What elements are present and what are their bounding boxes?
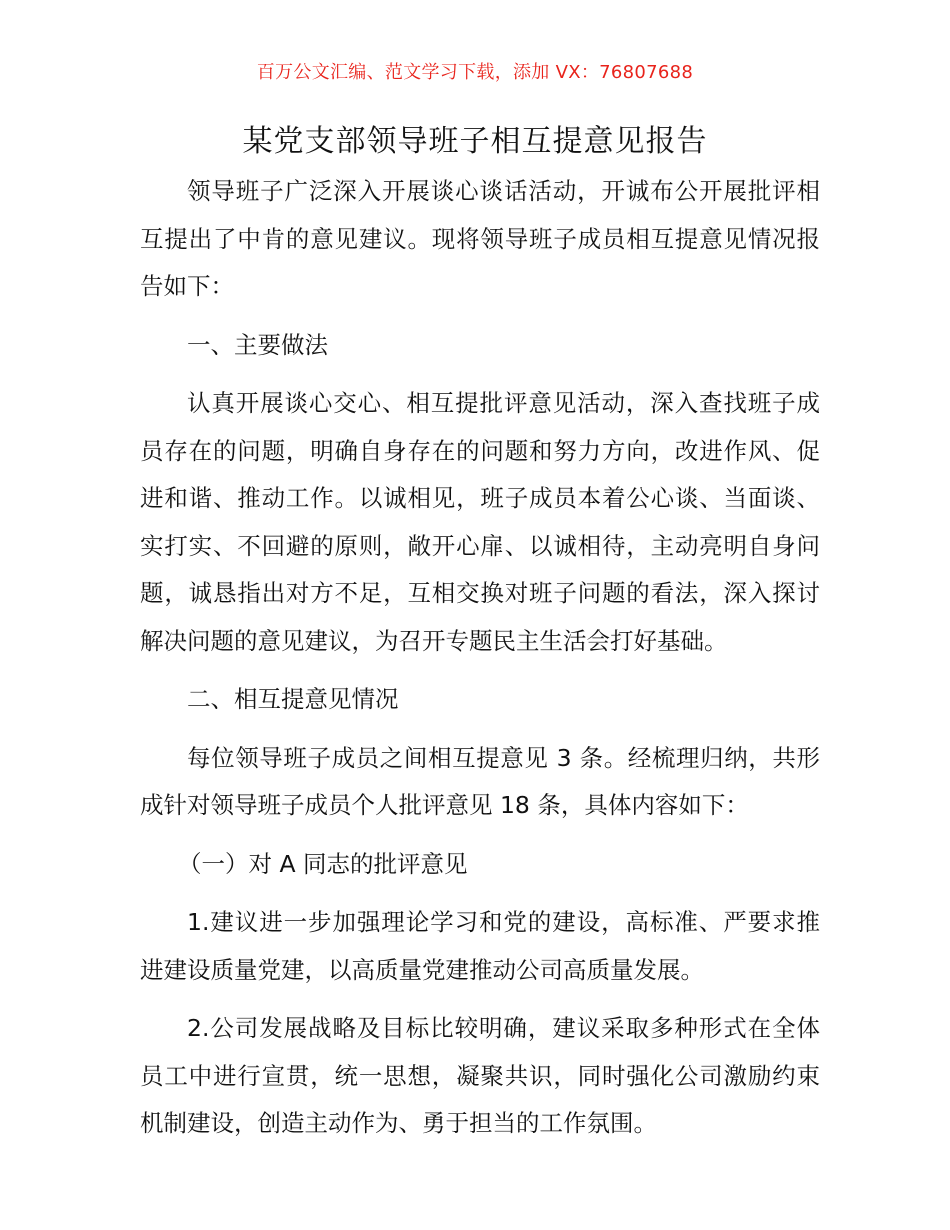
document-body [140,168,820,1148]
section-heading-main-practices: 一、主要做法 [187,330,328,359]
watermark-header: 百万公文汇编、范文学习下载，添加 VX：76807688 [256,62,694,83]
mutual-opinions-paragraph: 每位领导班子成员之间相互提意见 3 条。经梳理归纳，共形成针对领导班子成员个人批评意见 18 条，具体内容如下： [140,743,820,819]
opinion-item-1: 1.建议进一步加强理论学习和党的建设，高标准、严要求推进建设质量党建，以高质量党建推动公司高质量发展。 [140,908,820,984]
document-title: 某党支部领导班子相互提意见报告 [242,124,708,159]
main-practices-paragraph: 认真开展谈心交心、相互提批评意见活动，深入查找班子成员存在的问题，明确自身存在的问题和努力方向，改进作风、促进和谐、推动工作。以诚相见，班子成员本着公心谈、当面谈、实打实、不回避的原则，敞开心扉、以诚相待，主动亮明自身问题，诚恳指出对方不足，互相交换对班子问题的看法，深入探讨解决问题的意见建议，为召开专题民主生活会打好基础。 [140,389,820,655]
intro-paragraph: 领导班子广泛深入开展谈心谈话活动，开诚布公开展批评相互提出了中肯的意见建议。现将领导班子成员相互提意见情况报告如下： [140,177,820,300]
section-heading-mutual-opinions: 二、相互提意见情况 [187,685,399,713]
opinion-item-2: 2.公司发展战略及目标比较明确，建议采取多种形式在全体员工中进行宣贯，统一思想，凝聚共识，同时强化公司激励约束机制建设，创造主动作为、勇于担当的工作氛围。 [140,1014,820,1137]
subsection-heading-comrade-a: （一）对 A 同志的批评意见 [178,849,468,878]
